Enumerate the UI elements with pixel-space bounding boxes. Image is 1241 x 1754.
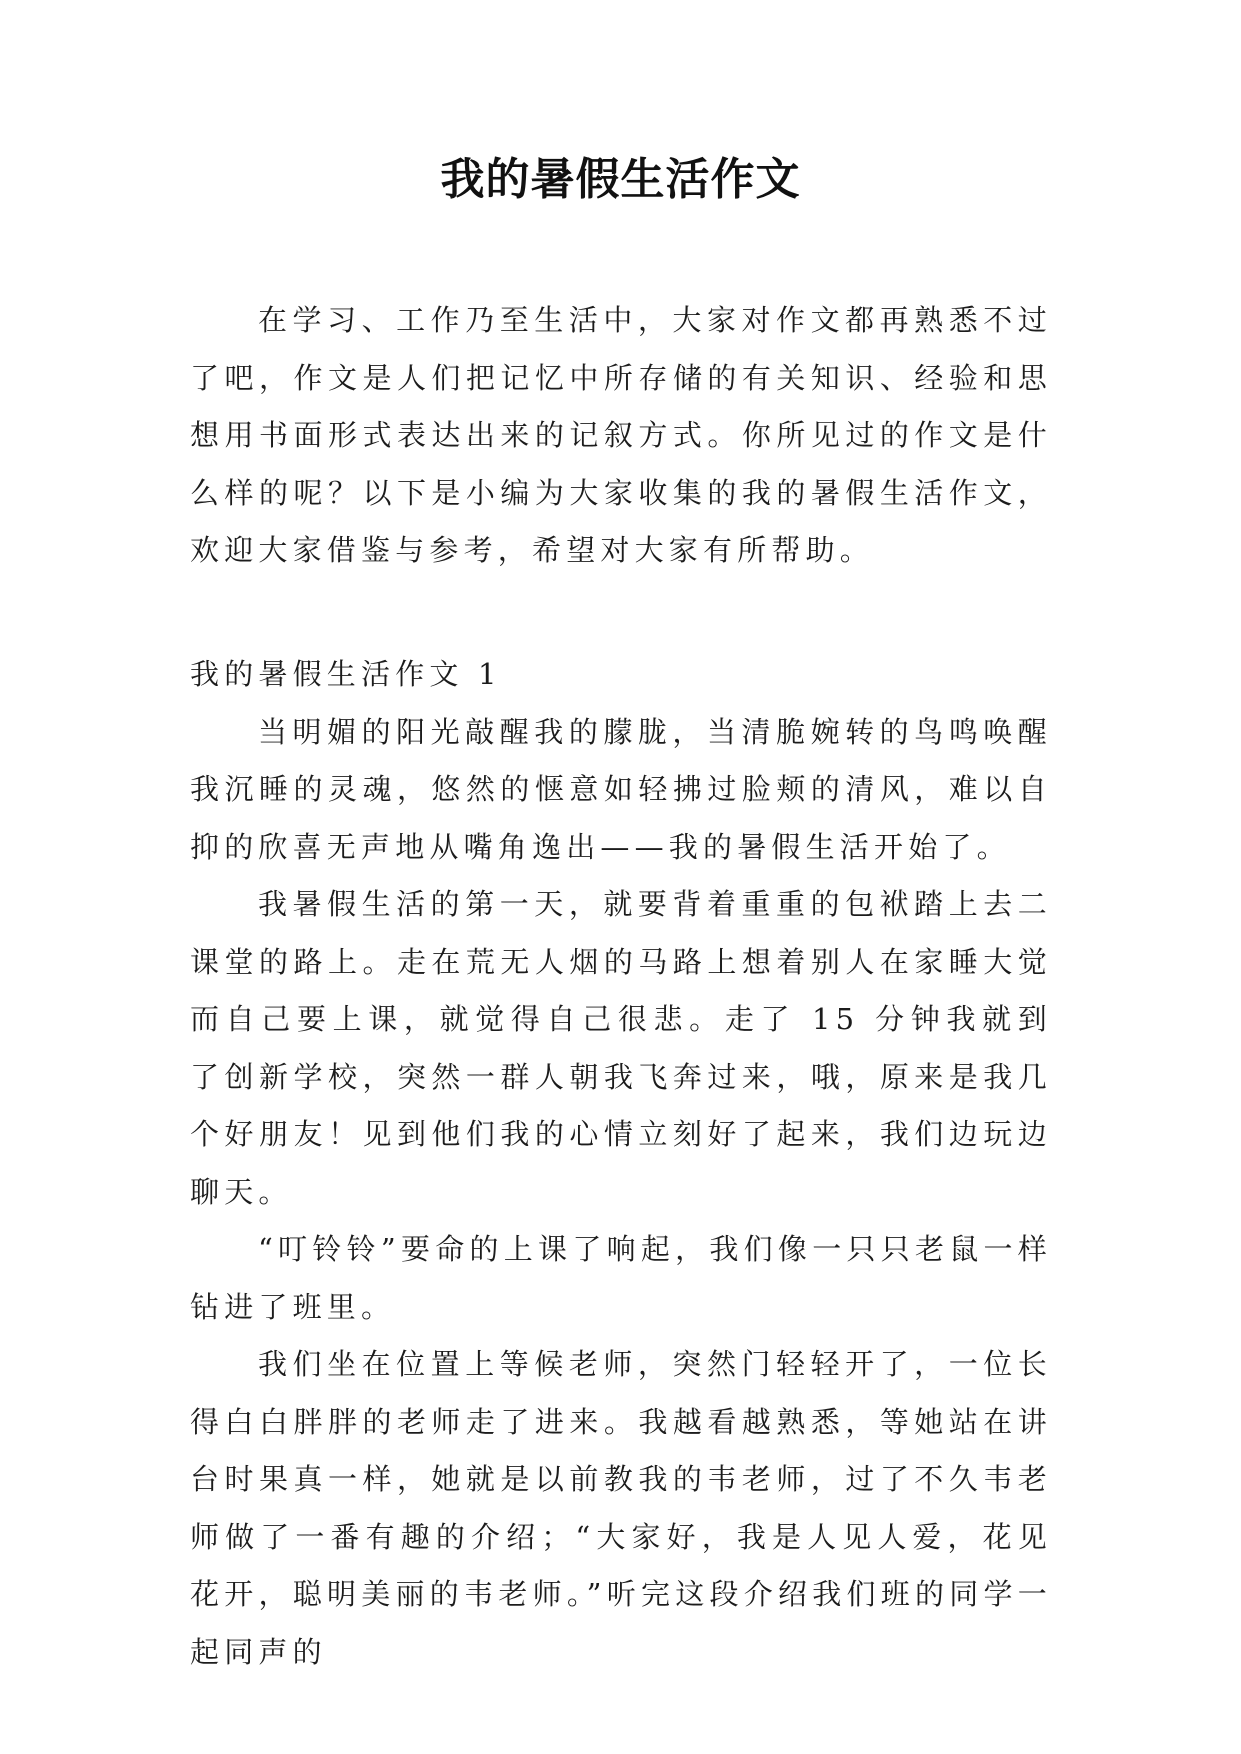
essay-section-1	[190, 646, 1052, 1681]
section-heading: 我的暑假生活作文 1	[190, 657, 502, 691]
paragraph-1: 当明媚的阳光敲醒我的朦胧，当清脆婉转的鸟鸣唤醒我沉睡的灵魂，悠然的惬意如轻拂过脸颊的清风，难以自抑的欣喜无声地从嘴角逸出——我的暑假生活开始了。	[190, 714, 1052, 864]
paragraph-3: “叮铃铃”要命的上课了响起，我们像一只只老鼠一样钻进了班里。	[190, 1232, 1052, 1324]
paragraph-4: 我们坐在位置上等候老师，突然门轻轻开了，一位长得白白胖胖的老师走了进来。我越看越熟悉，等她站在讲台时果真一样，她就是以前教我的韦老师，过了不久韦老师做了一番有趣的介绍；“大家好，我是人见人爱，花见花开，聪明美丽的韦老师。”听完这段介绍我们班的同学一起同声的	[190, 1347, 1052, 1669]
intro-paragraph: 在学习、工作乃至生活中，大家对作文都再熟悉不过了吧，作文是人们把记忆中所存储的有关知识、经验和思想用书面形式表达出来的记叙方式。你所见过的作文是什么样的呢？以下是小编为大家收集的我的暑假生活作文，欢迎大家借鉴与参考，希望对大家有所帮助。	[190, 303, 1052, 567]
intro-block	[190, 292, 1052, 580]
document-title: 我的暑假生活作文	[440, 154, 801, 205]
paragraph-2: 我暑假生活的第一天，就要背着重重的包袱踏上去二课堂的路上。走在荒无人烟的马路上想着别人在家睡大觉而自己要上课，就觉得自己很悲。走了 15 分钟我就到了创新学校，突然一群人朝我飞奔过来，哦，原来是我几个好朋友！见到他们我的心情立刻好了起来，我们边玩边聊天。	[190, 887, 1052, 1209]
